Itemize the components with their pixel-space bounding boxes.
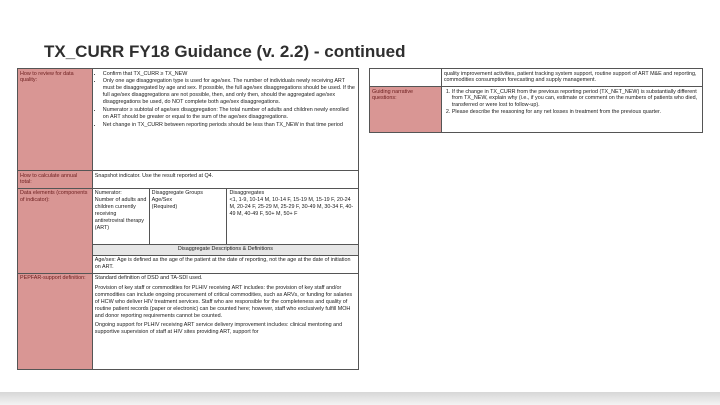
review-bullets [95, 71, 356, 129]
guiding-question-1: 1. If the change in TX_CURR from the previous reporting period (TX_NET_NEW) is substantially different from TX_NEW, explain why (i.e., if you can, estimate or comment on the numbers of patients who died, transferred or were lost to follow-up). [452, 89, 700, 110]
footer-shadow [0, 392, 720, 405]
disagg-group-required: (Required) [151, 204, 178, 211]
guiding-content [441, 87, 702, 133]
review-bullet-2: • Only one age disaggregation type is used for age/sex. The number of individuals newly receiving ART must be disaggregated by age and sex. If possible, the full age/sex disaggregations should be used. If the full age/sex disaggregations are not possible, then, and only then, should the aggregated age/sex disaggregations be used, do NOT complete both age/sex disaggregations. [103, 78, 356, 106]
guiding-question-2: 2. Please describe the reasoning for any net losses in treatment from the previous quarter. [452, 109, 700, 116]
disagg-group-agesex: Age/Sex [151, 197, 173, 204]
calc-text: Snapshot indicator. Use the result reported at Q4. [92, 171, 358, 189]
elements-label: Data elements (components of indicator): [18, 188, 93, 273]
numerator-cell [92, 188, 149, 244]
review-row [18, 69, 359, 171]
disaggregates-cell [227, 188, 359, 244]
review-label: How to review for data quality: [18, 69, 93, 171]
calc-label: How to calculate annual total: [18, 171, 93, 189]
intro-row [370, 69, 703, 87]
intro-text: quality improvement activities, patient tracking system support, routine support of ART M&E and reporting, commodities consumption forecasting and supply management. [441, 69, 702, 87]
intro-spacer [370, 69, 442, 87]
disagg-groups-label: Disaggregate Groups [151, 190, 203, 197]
pepfar-label: PEPFAR-support definition: [18, 273, 93, 369]
pepfar-content [92, 273, 358, 369]
review-bullet-4: • Net change in TX_CURR between reporting periods should be less than TX_NEW in that time period [103, 122, 356, 129]
elements-row [18, 188, 359, 244]
pepfar-row [18, 273, 359, 369]
pepfar-para-2: Provision of key staff or commodities for PLHIV receiving ART includes: the provision of key staff and/or commodities can include ongoing procurement of critical commodities, such as ARVs, or funding for salaries of HCW who deliver HIV treatment services. Staff who are responsible for the completeness and quality of routine patient records (paper or electronic) can be counted here; however, staff who exclusively fulfill MOH and donor reporting requirements cannot be counted. [94, 284, 353, 319]
pepfar-para-1: Standard definition of DSD and TA-SDI used. [94, 275, 203, 282]
pepfar-para-3: Ongoing support for PLHIV receiving ART service delivery improvement includes: clinical mentoring and supportive supervision of staff at HIV sites providing ART, support for [94, 322, 343, 336]
calc-row [18, 171, 359, 189]
review-content [92, 69, 358, 171]
disaggregates-label: Disaggregates [229, 190, 265, 197]
review-bullet-1: • Confirm that TX_CURR ≥ TX_NEW [103, 71, 356, 78]
disagg-groups-cell [149, 188, 227, 244]
review-bullet-3: • Numerator ≥ subtotal of age/sex disaggregation: The total number of adults and children newly enrolled on ART should be greater or equal to the sum of the age/sex disaggregations. [103, 107, 356, 121]
numerator-text: Number of adults and children currently receiving antiretroviral therapy (ART) [94, 197, 147, 231]
slide-title: TX_CURR FY18 Guidance (v. 2.2) - continued [44, 42, 406, 61]
numerator-label: Numerator: [94, 190, 122, 197]
guiding-row [370, 87, 703, 133]
disagg-desc-text: Age/sex: Age is defined as the age of the patient at the date of reporting, not the age at the date of initiation on ART. [92, 255, 358, 273]
guiding-label: Guiding narrative questions: [370, 87, 442, 133]
guidance-table-right [369, 68, 703, 133]
disagg-desc-label: Disaggregate Descriptions & Definitions [92, 244, 358, 255]
guiding-questions [444, 89, 700, 117]
guidance-table-left [17, 68, 359, 370]
disaggregates-text: <1, 1-9, 10-14 M, 10-14 F, 15-19 M, 15-19 F, 20-24 M, 20-24 F, 25-29 M, 25-29 F, 30-49 M, 30-34 F, 40-49 M, 40-49 F, 50+ M, 50+ F [229, 197, 354, 218]
